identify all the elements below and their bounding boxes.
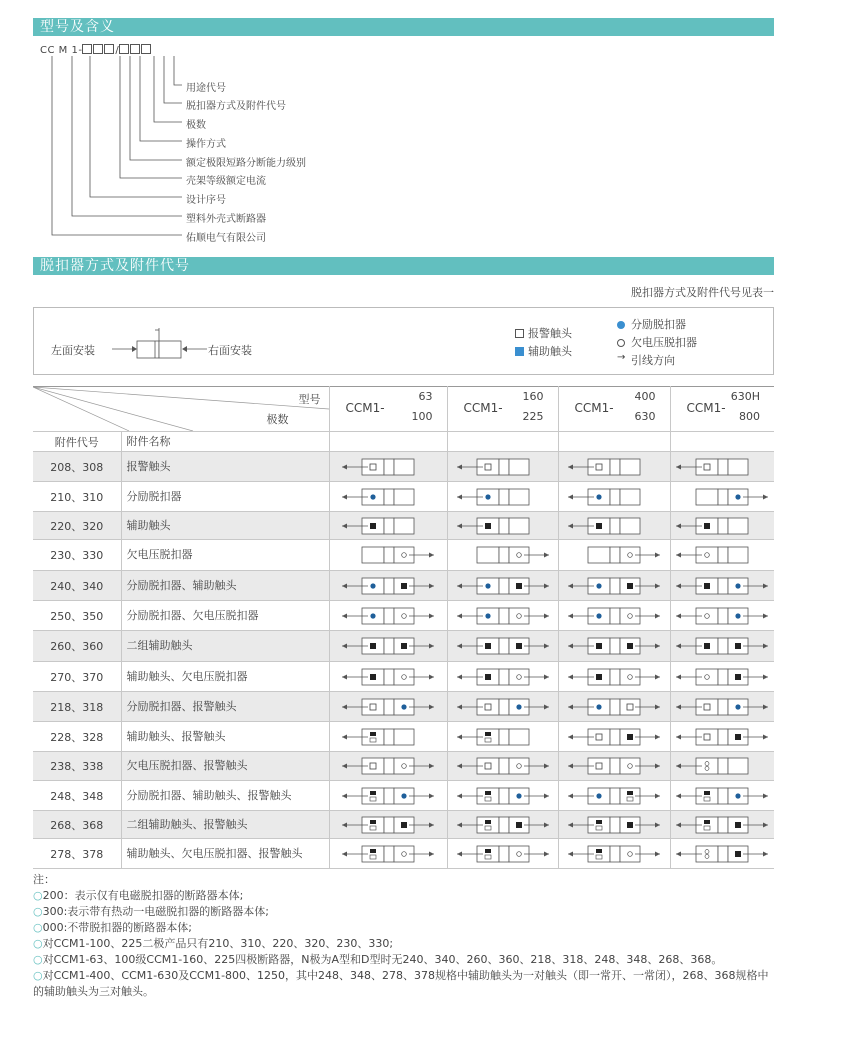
accessory-symbol (447, 631, 558, 662)
accessory-name: 分励脱扣器 (121, 482, 329, 512)
undervoltage-release-icon (617, 339, 625, 347)
accessory-symbol (670, 512, 774, 540)
accessory-symbol (329, 662, 447, 692)
table-corner-header (33, 387, 329, 432)
accessory-symbol (670, 662, 774, 692)
accessory-symbol (447, 482, 558, 512)
accessory-symbol (558, 482, 670, 512)
alarm-contact-label: 报警触头 (528, 327, 572, 340)
accessory-symbol (670, 571, 774, 601)
accessory-symbol (447, 839, 558, 869)
accessory-symbol (447, 722, 558, 752)
accessory-symbol (558, 839, 670, 869)
accessory-symbol (670, 601, 774, 631)
accessory-name: 二组辅助触头 (121, 631, 329, 662)
table-row (33, 452, 774, 482)
accessory-symbol (670, 781, 774, 811)
aux-contact-label: 辅助触头 (528, 345, 572, 358)
model-rating-top: 400 (634, 390, 656, 403)
accessory-symbol (329, 781, 447, 811)
accessory-symbol (670, 452, 774, 482)
accessory-code: 230、330 (33, 540, 121, 571)
accessory-symbol (447, 692, 558, 722)
left-mount-label: 左面安装 (51, 344, 95, 357)
model-header (558, 387, 670, 432)
accessory-symbol (447, 571, 558, 601)
accessory-symbol (447, 662, 558, 692)
accessory-name: 辅助触头、报警触头 (121, 722, 329, 752)
right-mount-label: 右面安装 (208, 344, 252, 357)
note-bullet-icon: ○ (33, 937, 43, 950)
accessory-code: 240、340 (33, 571, 121, 601)
accessory-code: 220、320 (33, 512, 121, 540)
table-reference: 脱扣器方式及附件代号见表一 (631, 286, 774, 299)
mount-diagram (112, 326, 212, 362)
accessory-symbol (558, 811, 670, 839)
accessory-symbol (329, 601, 447, 631)
model-header (670, 387, 774, 432)
accessory-code: 208、308 (33, 452, 121, 482)
note-bullet-icon: ○ (33, 905, 43, 918)
shunt-release-label: 分励脱扣器 (631, 318, 686, 331)
model-code-legend-item: 壳架等级额定电流 (186, 176, 266, 187)
accessory-symbol (670, 839, 774, 869)
table-row (33, 601, 774, 631)
table-row (33, 540, 774, 571)
accessory-symbol (670, 631, 774, 662)
accessory-symbol (329, 752, 447, 781)
accessory-symbol (329, 482, 447, 512)
table-row (33, 662, 774, 692)
header-poles-label: 极数 (266, 413, 289, 426)
accessory-code: 270、370 (33, 662, 121, 692)
note-item: ○200：表示仅有电磁脱扣器的断路器本体; (33, 889, 244, 902)
model-prefix: CCM1- (686, 401, 726, 415)
accessory-symbol (670, 692, 774, 722)
accessory-symbol (558, 722, 670, 752)
accessory-symbol (670, 482, 774, 512)
model-rating-top: 63 (418, 390, 433, 403)
accessory-symbol (558, 512, 670, 540)
shunt-release-icon (617, 321, 625, 329)
table-row (33, 752, 774, 781)
accessory-symbol (329, 571, 447, 601)
table-row (33, 482, 774, 512)
accessory-symbol (670, 540, 774, 571)
accessory-name: 欠电压脱扣器、报警触头 (121, 752, 329, 781)
model-code-legend-item: 额定极限短路分断能力级别 (186, 158, 306, 169)
lead-direction-icon: → (617, 352, 626, 363)
accessory-code: 248、348 (33, 781, 121, 811)
model-rating-bottom: 630 (634, 410, 656, 423)
table-row (33, 722, 774, 752)
model-rating-top: 160 (522, 390, 544, 403)
accessory-name: 分励脱扣器、欠电压脱扣器 (121, 601, 329, 631)
accessory-symbol (447, 512, 558, 540)
model-code-legend-item: 塑料外壳式断路器 (186, 214, 266, 225)
model-code-legend-item: 佑顺电气有限公司 (186, 233, 266, 244)
model-rating-top: 630H (730, 390, 760, 403)
note-bullet-icon: ○ (33, 953, 43, 966)
note-bullet-icon: ○ (33, 969, 43, 982)
table-row (33, 781, 774, 811)
model-header (447, 387, 558, 432)
accessory-symbol (329, 839, 447, 869)
accessory-name: 分励脱扣器、报警触头 (121, 692, 329, 722)
accessory-name: 辅助触头、欠电压脱扣器 (121, 662, 329, 692)
accessory-code: 278、378 (33, 839, 121, 869)
accessory-symbol (558, 631, 670, 662)
note-bullet-icon: ○ (33, 889, 43, 902)
model-code-legend-item: 设计序号 (186, 195, 226, 206)
note-item: ○对CCM1-400、CCM1-630及CCM1-800、1250，其中248、348、278、378规格中辅助触头为一对触头（即一常开、一常闭），268、368规格中的辅助触头为三对触头。 (33, 969, 769, 998)
accessory-name: 二组辅助触头、报警触头 (121, 811, 329, 839)
accessory-symbol (447, 540, 558, 571)
accessory-symbol (558, 571, 670, 601)
model-prefix: CCM1- (345, 401, 385, 415)
aux-contact-icon (515, 347, 524, 356)
accessory-symbol (329, 512, 447, 540)
accessory-symbol (558, 452, 670, 482)
accessory-code: 228、328 (33, 722, 121, 752)
accessory-symbol (558, 540, 670, 571)
accessory-name: 欠电压脱扣器 (121, 540, 329, 571)
accessory-symbol (558, 692, 670, 722)
section-title-bar (33, 257, 774, 275)
accessory-code: 218、318 (33, 692, 121, 722)
accessory-symbol (329, 722, 447, 752)
note-item: ○对CCM1-63、100级CCM1-160、225四极断路器，N极为A型和D型时无240、340、260、360、218、318、248、348、268、368。 (33, 953, 723, 966)
accessory-code: 210、310 (33, 482, 121, 512)
table-row (33, 839, 774, 869)
accessory-symbol (329, 631, 447, 662)
model-code: CC M 1- / (40, 44, 152, 56)
accessory-symbol (329, 452, 447, 482)
model-prefix: CCM1- (574, 401, 614, 415)
accessory-name: 辅助触头、欠电压脱扣器、报警触头 (121, 839, 329, 869)
accessory-symbol (329, 540, 447, 571)
table-row (33, 571, 774, 601)
model-code-leader-lines (0, 0, 860, 250)
accessory-symbol (447, 452, 558, 482)
col-header-code: 附件代号 (33, 432, 121, 452)
table-row (33, 512, 774, 540)
model-code-legend-item: 用途代号 (186, 83, 226, 94)
col-header-name: 附件名称 (121, 432, 329, 452)
note-item: ○000:不带脱扣器的断路器本体; (33, 921, 193, 934)
model-rating-bottom: 800 (739, 410, 760, 423)
header-model-label: 型号 (298, 393, 321, 406)
accessory-code-table (33, 386, 774, 869)
model-code-legend-item: 极数 (186, 120, 206, 131)
accessory-symbol (558, 752, 670, 781)
accessory-code: 268、368 (33, 811, 121, 839)
accessory-symbol (329, 811, 447, 839)
note-item: ○300:表示带有热动一电磁脱扣器的断路器本体; (33, 905, 270, 918)
notes-label: 注： (33, 873, 55, 886)
accessory-symbol (670, 811, 774, 839)
accessory-symbol (670, 752, 774, 781)
accessory-symbol (558, 601, 670, 631)
table-row (33, 631, 774, 662)
model-header (329, 387, 447, 432)
model-code-legend-item: 操作方式 (186, 139, 226, 150)
accessory-symbol (670, 722, 774, 752)
note-bullet-icon: ○ (33, 921, 43, 934)
symbol-legend (33, 307, 774, 375)
model-code-legend-item: 脱扣器方式及附件代号 (186, 101, 286, 112)
accessory-name: 辅助触头 (121, 512, 329, 540)
accessory-name: 报警触头 (121, 452, 329, 482)
notes (33, 872, 778, 1000)
accessory-symbol (447, 811, 558, 839)
accessory-code: 260、360 (33, 631, 121, 662)
accessory-symbol (558, 662, 670, 692)
model-rating-bottom: 225 (522, 410, 544, 423)
undervoltage-release-label: 欠电压脱扣器 (631, 336, 697, 349)
table-row (33, 692, 774, 722)
model-rating-bottom: 100 (411, 410, 433, 423)
alarm-contact-icon (515, 329, 524, 338)
section-title: 型号及含义 (40, 19, 115, 35)
model-prefix: CCM1- (463, 401, 503, 415)
accessory-symbol (329, 692, 447, 722)
section-title: 脱扣器方式及附件代号 (40, 258, 190, 274)
table-row (33, 811, 774, 839)
accessory-symbol (558, 781, 670, 811)
note-item: ○对CCM1-100、225二极产品只有210、310、220、320、230、330; (33, 937, 394, 950)
accessory-name: 分励脱扣器、辅助触头 (121, 571, 329, 601)
accessory-name: 分励脱扣器、辅助触头、报警触头 (121, 781, 329, 811)
accessory-symbol (447, 601, 558, 631)
accessory-symbol (447, 752, 558, 781)
lead-direction-label: 引线方向 (631, 354, 675, 367)
accessory-code: 250、350 (33, 601, 121, 631)
accessory-code: 238、338 (33, 752, 121, 781)
accessory-symbol (447, 781, 558, 811)
